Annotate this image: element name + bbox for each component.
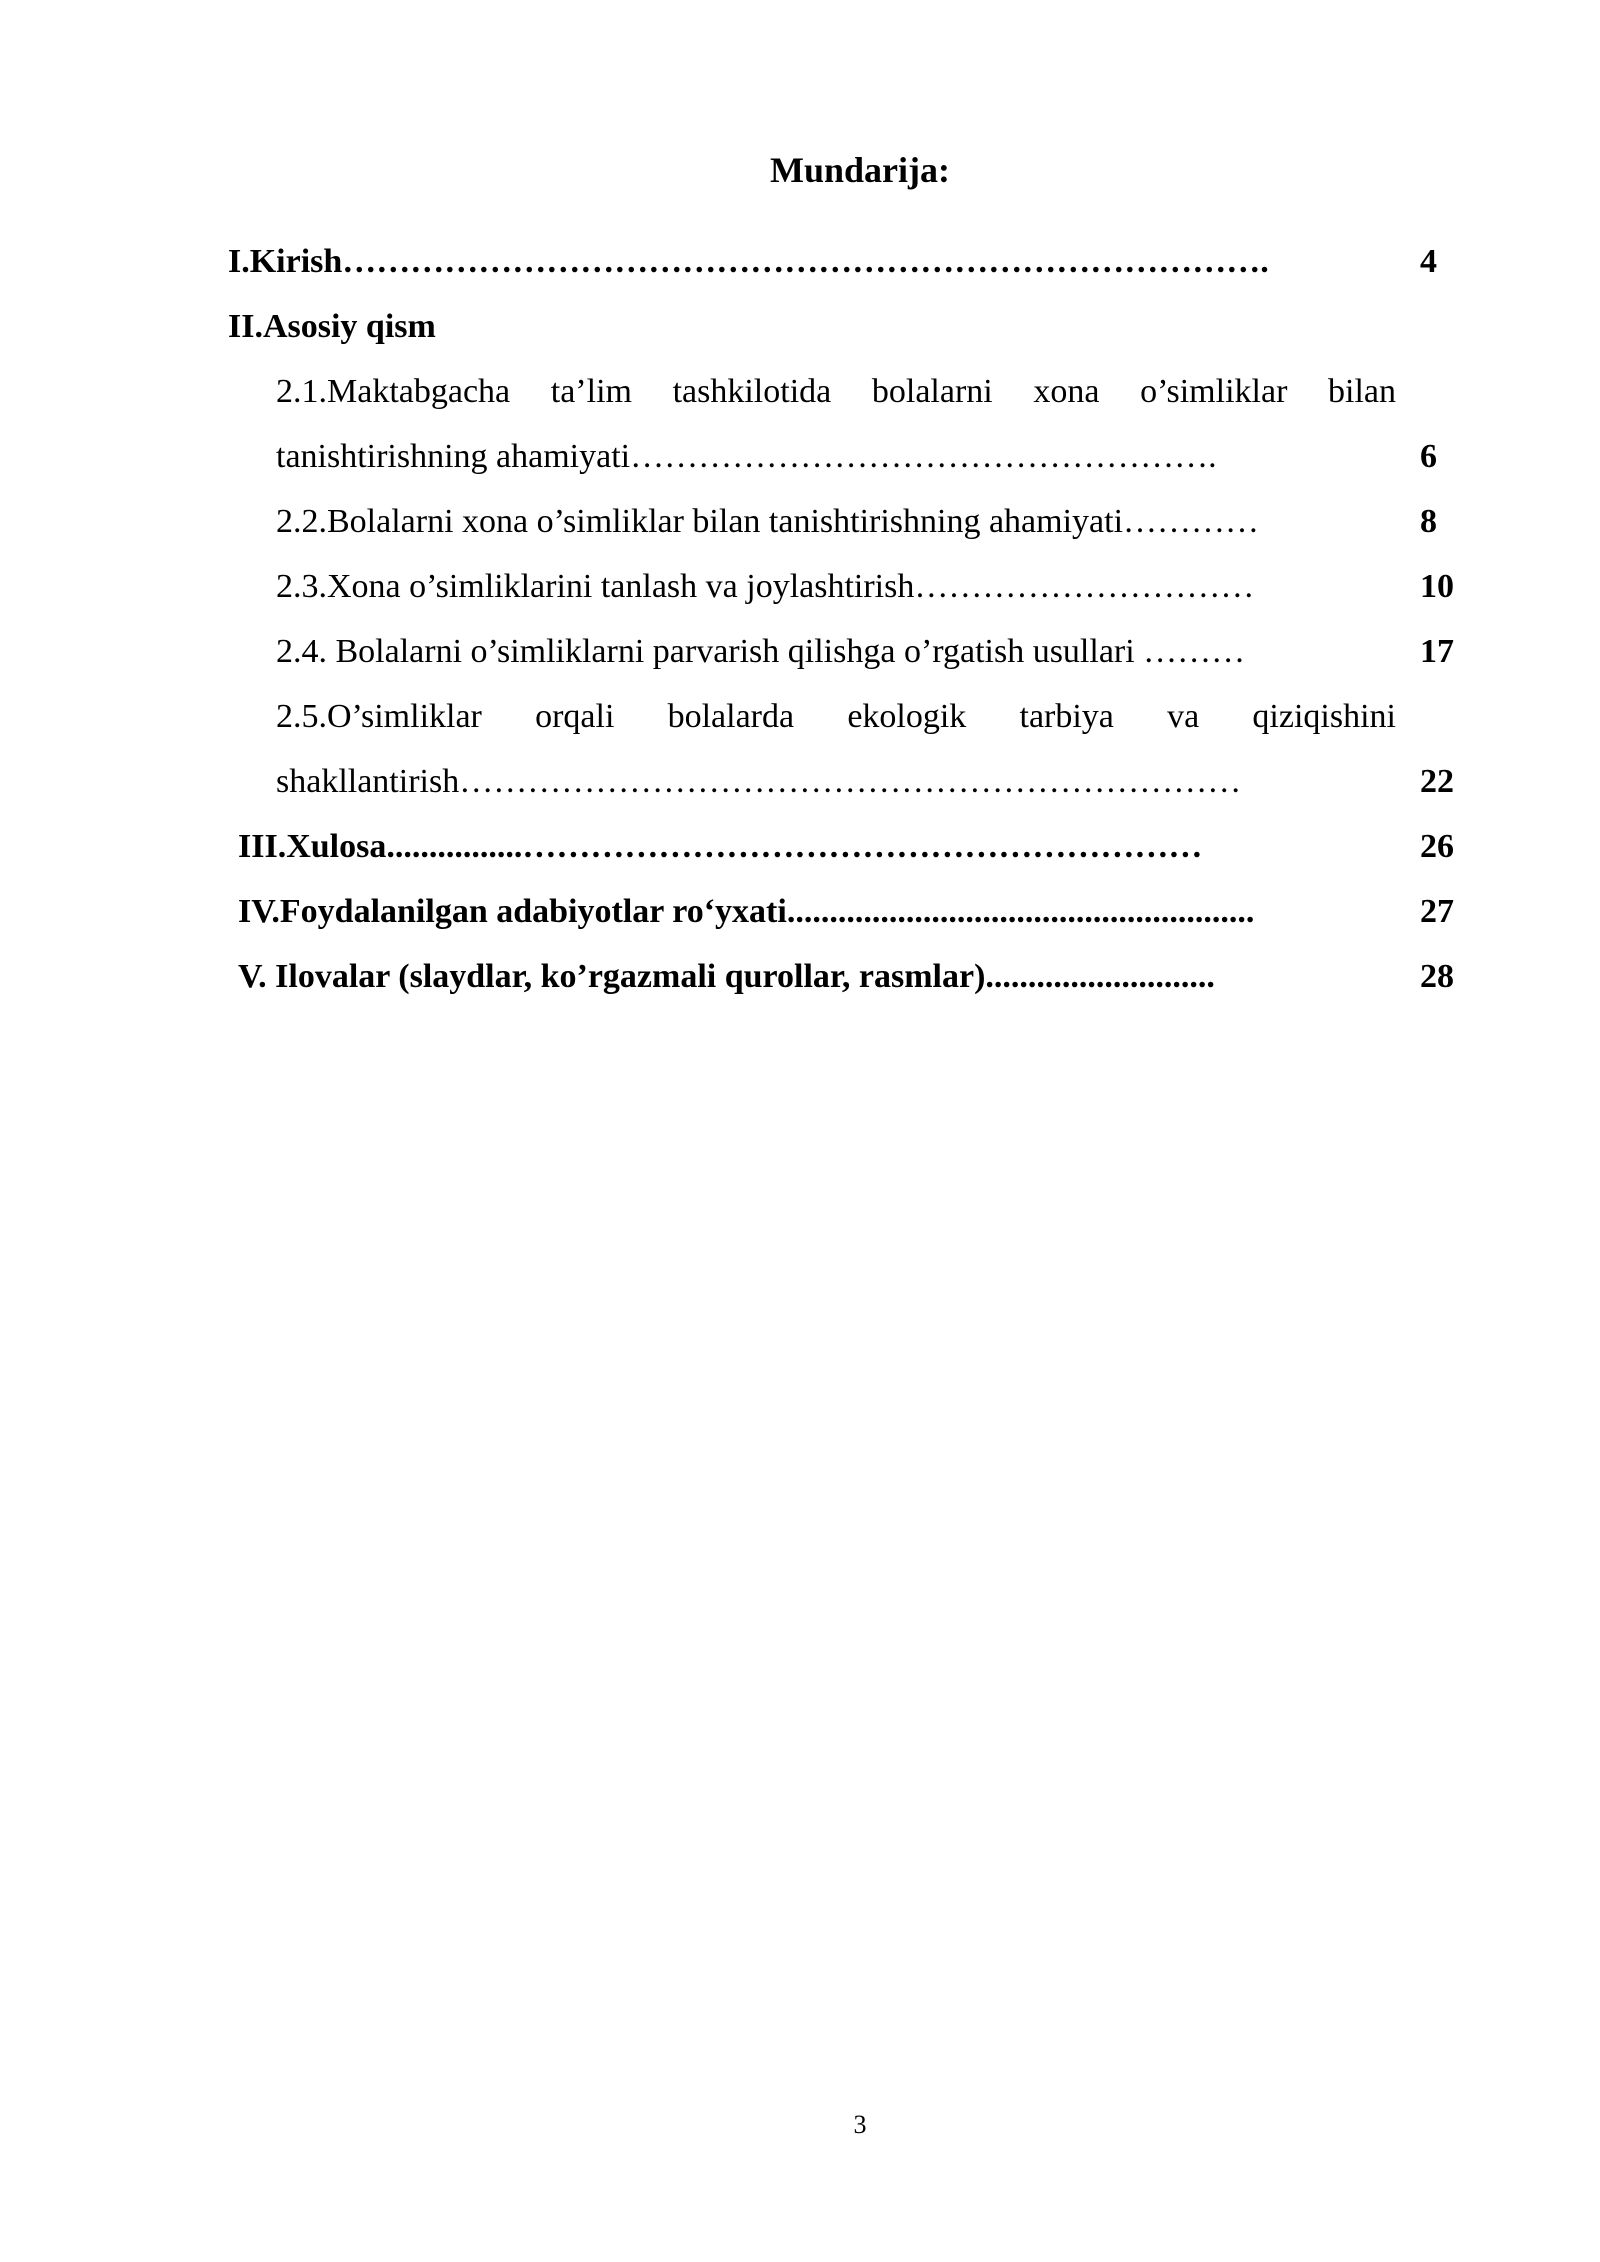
toc-entry-asosiy-qism: II.Asosiy qism — [228, 308, 436, 345]
toc-page-ilovalar: 28 — [1420, 958, 1454, 995]
toc-word: ekologik — [847, 698, 967, 735]
toc-word: orqali — [535, 698, 615, 735]
toc-entry-xulosa: III.Xulosa................…………………………………………………… — [238, 828, 1203, 865]
toc-entry-2-4: 2.4. Bolalarni o’simliklarni parvarish qilishga o’rgatish usullari ……… — [276, 633, 1246, 670]
toc-page-2-3: 10 — [1420, 568, 1454, 605]
toc-entry-2-1-line2: tanishtirishning ahamiyati……………………………………………. — [276, 438, 1217, 475]
toc-word: bolalarni — [871, 373, 993, 410]
toc-entry-2-5-line1 — [276, 697, 1396, 737]
toc-word: 2.1.Maktabgacha — [276, 373, 511, 410]
toc-word: ta’lim — [550, 373, 632, 410]
toc-word: 2.5.O’simliklar — [276, 698, 482, 735]
toc-word: bilan — [1328, 373, 1396, 410]
toc-word: tashkilotida — [672, 373, 832, 410]
toc-page-2-1: 6 — [1420, 438, 1437, 475]
toc-word: tarbiya — [1019, 698, 1114, 735]
toc-word: bolalarda — [667, 698, 795, 735]
toc-entry-2-3: 2.3.Xona o’simliklarini tanlash va joylashtirish………………………… — [276, 568, 1255, 605]
toc-page-2-5: 22 — [1420, 763, 1454, 800]
toc-page-2-2: 8 — [1420, 503, 1437, 540]
toc-entry-adabiyotlar: IV.Foydalanilgan adabiyotlar ro‘yxati....................................................... — [238, 893, 1255, 930]
toc-page-2-4: 17 — [1420, 633, 1454, 670]
toc-page-kirish: 4 — [1420, 243, 1437, 280]
toc-entry-2-2: 2.2.Bolalarni xona o’simliklar bilan tanishtirishning ahamiyati………… — [276, 503, 1260, 540]
toc-word: qiziqishini — [1252, 698, 1396, 735]
toc-title: Mundarija: — [770, 150, 950, 190]
page-number: 3 — [853, 2110, 867, 2139]
toc-entry-ilovalar: V. Ilovalar (slaydlar, ko’rgazmali qurollar, rasmlar)........................... — [238, 958, 1215, 995]
toc-word: va — [1167, 698, 1200, 735]
toc-entry-2-5-line2: shakllantirish…………………………………………………………… — [276, 763, 1242, 800]
toc-page-adabiyotlar: 27 — [1420, 893, 1454, 930]
toc-word: o’simliklar — [1140, 373, 1288, 410]
toc-entry-kirish: I.Kirish………………………………………………………………………. — [228, 243, 1269, 280]
toc-entry-2-1-line1 — [276, 372, 1396, 412]
toc-page-xulosa: 26 — [1420, 828, 1454, 865]
toc-word: xona — [1033, 373, 1100, 410]
